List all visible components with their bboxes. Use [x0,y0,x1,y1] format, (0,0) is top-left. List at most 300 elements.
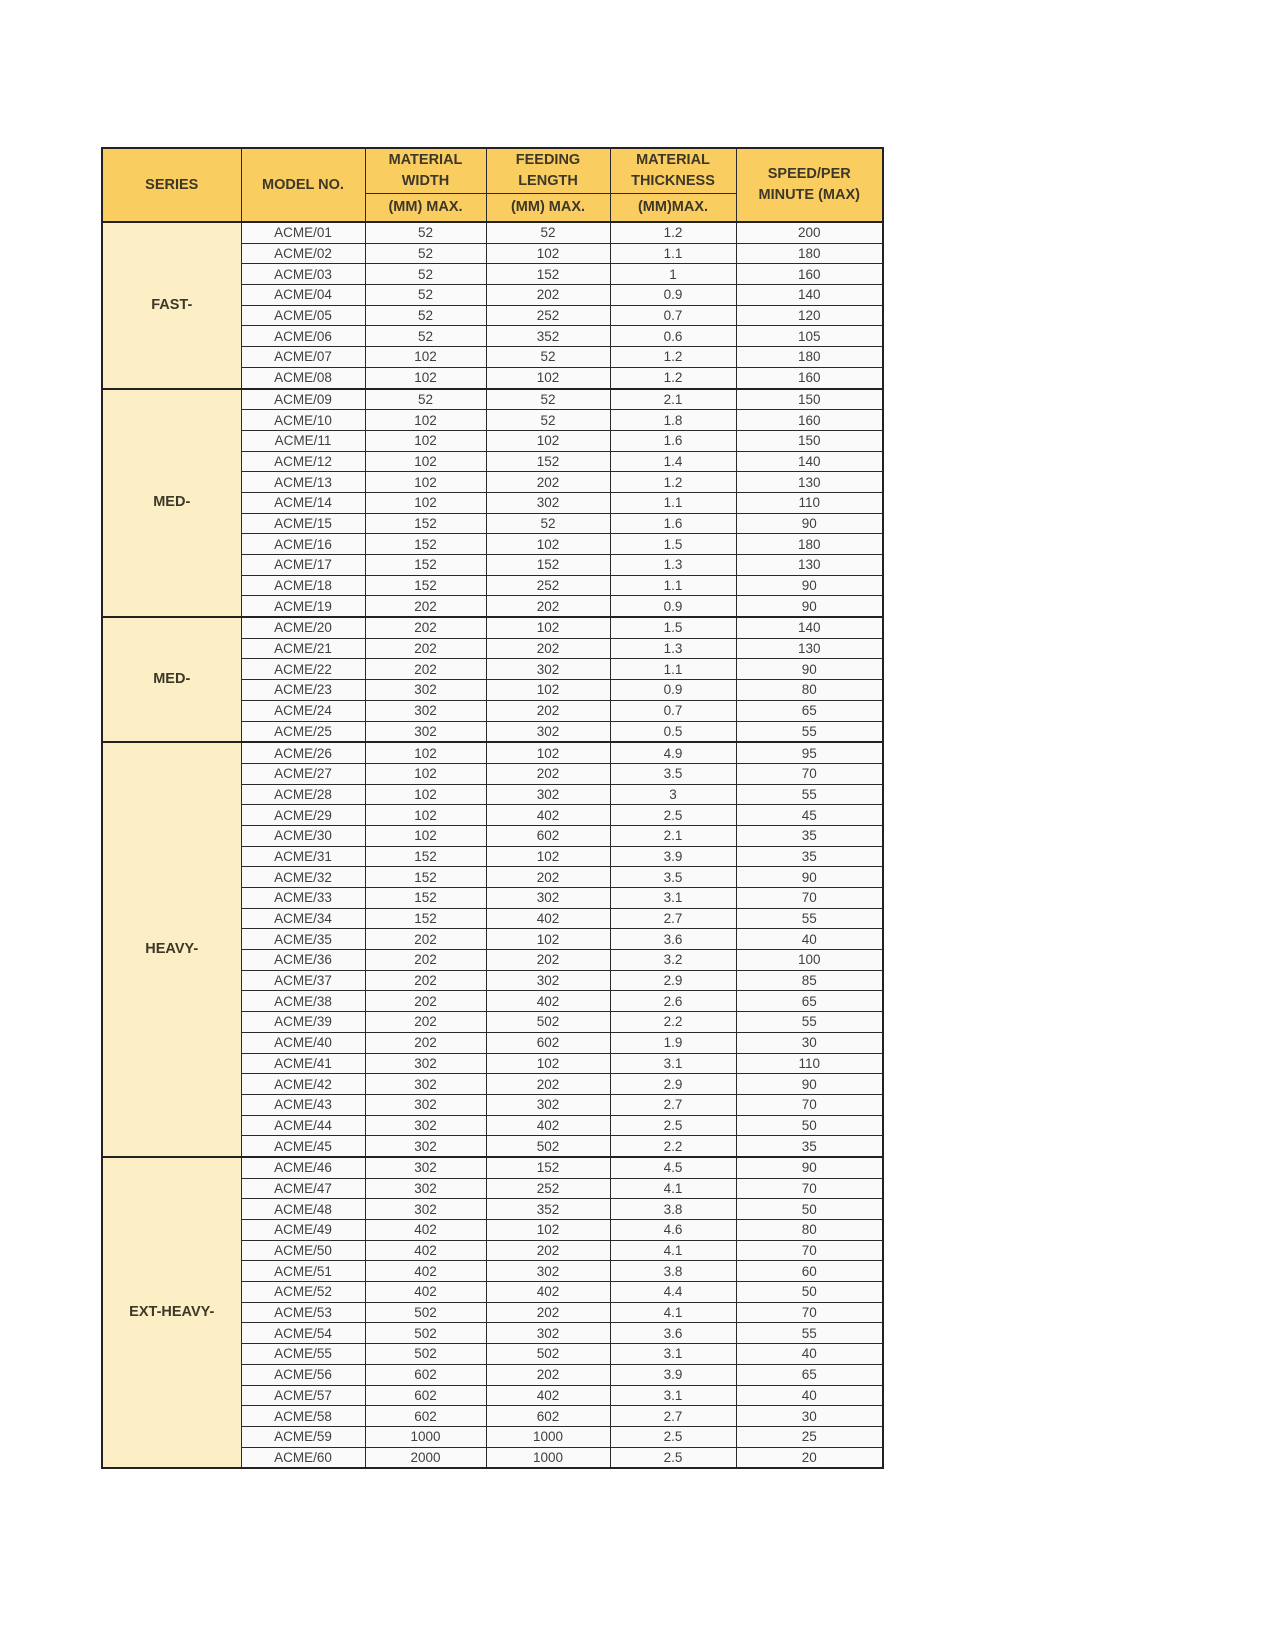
model-cell: ACME/21 [241,638,365,659]
series-cell: FAST- [102,222,241,389]
material-width-cell: 302 [365,721,486,742]
feeding-length-cell: 52 [486,513,610,534]
model-cell: ACME/59 [241,1426,365,1447]
material-thickness-cell: 3.1 [610,1344,736,1365]
speed-cell: 70 [736,1240,883,1261]
speed-cell: 180 [736,347,883,368]
model-cell: ACME/25 [241,721,365,742]
material-width-cell: 152 [365,575,486,596]
feeding-length-cell: 102 [486,846,610,867]
model-cell: ACME/54 [241,1323,365,1344]
model-cell: ACME/23 [241,680,365,701]
material-thickness-cell: 2.9 [610,970,736,991]
speed-cell: 150 [736,389,883,410]
material-width-cell: 102 [365,742,486,763]
speed-cell: 25 [736,1426,883,1447]
material-width-cell: 302 [365,1053,486,1074]
model-cell: ACME/17 [241,555,365,576]
material-thickness-cell: 2.9 [610,1074,736,1095]
material-width-cell: 2000 [365,1447,486,1468]
model-cell: ACME/42 [241,1074,365,1095]
speed-cell: 35 [736,846,883,867]
speed-cell: 65 [736,991,883,1012]
material-width-cell: 202 [365,596,486,617]
speed-cell: 100 [736,950,883,971]
material-width-cell: 102 [365,805,486,826]
speed-cell: 110 [736,492,883,513]
model-cell: ACME/31 [241,846,365,867]
model-cell: ACME/12 [241,451,365,472]
speed-cell: 55 [736,908,883,929]
speed-cell: 55 [736,721,883,742]
material-width-cell: 502 [365,1344,486,1365]
feeding-length-cell: 202 [486,1302,610,1323]
feeding-length-cell: 502 [486,1012,610,1033]
material-thickness-cell: 0.6 [610,326,736,347]
feeding-length-cell: 502 [486,1344,610,1365]
material-width-cell: 202 [365,617,486,638]
feeding-length-cell: 252 [486,1178,610,1199]
material-width-cell: 102 [365,430,486,451]
speed-cell: 160 [736,367,883,388]
model-cell: ACME/49 [241,1220,365,1241]
material-width-cell: 602 [365,1364,486,1385]
material-thickness-cell: 3.5 [610,867,736,888]
feeding-length-cell: 402 [486,1115,610,1136]
feeding-length-cell: 302 [486,888,610,909]
model-cell: ACME/03 [241,264,365,285]
material-width-cell: 402 [365,1282,486,1303]
model-cell: ACME/16 [241,534,365,555]
material-width-cell: 302 [365,1157,486,1178]
speed-cell: 140 [736,617,883,638]
material-width-cell: 152 [365,888,486,909]
material-thickness-cell: 3.8 [610,1261,736,1282]
header-feeding-length [486,148,610,194]
series-cell: HEAVY- [102,742,241,1157]
table-row [102,742,883,763]
feeding-length-cell: 202 [486,1074,610,1095]
material-width-cell: 102 [365,763,486,784]
feeding-length-cell: 302 [486,784,610,805]
material-thickness-cell: 3.6 [610,1323,736,1344]
material-width-cell: 602 [365,1385,486,1406]
feeding-length-cell: 102 [486,742,610,763]
material-width-cell: 202 [365,1032,486,1053]
material-thickness-cell: 1 [610,264,736,285]
speed-cell: 180 [736,243,883,264]
speed-cell: 95 [736,742,883,763]
material-width-cell: 402 [365,1261,486,1282]
material-thickness-cell: 1.2 [610,347,736,368]
feeding-length-cell: 302 [486,1323,610,1344]
model-cell: ACME/60 [241,1447,365,1468]
material-width-cell: 202 [365,659,486,680]
feeding-length-cell: 202 [486,638,610,659]
model-cell: ACME/28 [241,784,365,805]
material-width-cell: 202 [365,970,486,991]
speed-cell: 35 [736,1136,883,1157]
feeding-length-cell: 202 [486,1364,610,1385]
material-thickness-cell: 2.5 [610,1426,736,1447]
model-cell: ACME/08 [241,367,365,388]
speed-cell: 160 [736,264,883,285]
feeding-length-cell: 52 [486,389,610,410]
material-thickness-cell: 3 [610,784,736,805]
model-cell: ACME/05 [241,305,365,326]
feeding-length-cell: 302 [486,970,610,991]
speed-cell: 130 [736,638,883,659]
model-cell: ACME/39 [241,1012,365,1033]
material-width-cell: 502 [365,1302,486,1323]
material-thickness-cell: 1.4 [610,451,736,472]
material-width-cell: 202 [365,638,486,659]
model-cell: ACME/22 [241,659,365,680]
material-thickness-cell: 0.7 [610,305,736,326]
speed-cell: 70 [736,763,883,784]
material-thickness-cell: 1.6 [610,513,736,534]
header-speed [736,148,883,222]
table-row [102,389,883,410]
model-cell: ACME/33 [241,888,365,909]
model-cell: ACME/30 [241,825,365,846]
feeding-length-cell: 402 [486,908,610,929]
material-width-cell: 302 [365,1178,486,1199]
material-thickness-cell: 1.6 [610,430,736,451]
material-width-cell: 152 [365,846,486,867]
header-title-row [102,148,883,194]
material-thickness-cell: 1.2 [610,367,736,388]
speed-cell: 60 [736,1261,883,1282]
material-thickness-cell: 4.6 [610,1220,736,1241]
speed-cell: 90 [736,867,883,888]
material-width-cell: 202 [365,1012,486,1033]
model-cell: ACME/11 [241,430,365,451]
model-cell: ACME/15 [241,513,365,534]
header-material-width-unit: (MM) MAX. [365,194,486,223]
material-thickness-cell: 3.8 [610,1199,736,1220]
speed-cell: 45 [736,805,883,826]
material-width-cell: 52 [365,264,486,285]
material-thickness-cell: 4.1 [610,1178,736,1199]
model-cell: ACME/14 [241,492,365,513]
machine-spec-table [101,147,884,1469]
speed-cell: 55 [736,1323,883,1344]
model-cell: ACME/53 [241,1302,365,1323]
material-thickness-cell: 1.2 [610,222,736,243]
model-cell: ACME/13 [241,472,365,493]
model-cell: ACME/32 [241,867,365,888]
material-thickness-cell: 1.8 [610,410,736,431]
material-thickness-cell: 4.5 [610,1157,736,1178]
speed-cell: 70 [736,1094,883,1115]
material-width-cell: 102 [365,472,486,493]
material-thickness-cell: 2.5 [610,1115,736,1136]
header-material-thickness-line1: MATERIAL [636,152,710,168]
header-speed-line2: MINUTE (MAX) [758,187,860,203]
material-width-cell: 52 [365,305,486,326]
material-width-cell: 302 [365,1115,486,1136]
model-cell: ACME/37 [241,970,365,991]
feeding-length-cell: 302 [486,721,610,742]
speed-cell: 80 [736,1220,883,1241]
material-width-cell: 102 [365,410,486,431]
speed-cell: 50 [736,1282,883,1303]
material-width-cell: 1000 [365,1426,486,1447]
model-cell: ACME/06 [241,326,365,347]
material-thickness-cell: 1.2 [610,472,736,493]
material-thickness-cell: 3.6 [610,929,736,950]
speed-cell: 65 [736,1364,883,1385]
feeding-length-cell: 102 [486,1220,610,1241]
speed-cell: 130 [736,472,883,493]
speed-cell: 40 [736,1385,883,1406]
header-model-no: MODEL NO. [241,148,365,222]
speed-cell: 50 [736,1115,883,1136]
speed-cell: 50 [736,1199,883,1220]
material-width-cell: 102 [365,784,486,805]
material-width-cell: 302 [365,1136,486,1157]
material-thickness-cell: 2.2 [610,1136,736,1157]
speed-cell: 55 [736,784,883,805]
model-cell: ACME/20 [241,617,365,638]
feeding-length-cell: 302 [486,492,610,513]
material-thickness-cell: 2.1 [610,825,736,846]
material-thickness-cell: 1.1 [610,243,736,264]
material-thickness-cell: 3.9 [610,1364,736,1385]
speed-cell: 35 [736,825,883,846]
feeding-length-cell: 502 [486,1136,610,1157]
material-thickness-cell: 2.5 [610,805,736,826]
material-width-cell: 602 [365,1406,486,1427]
feeding-length-cell: 102 [486,430,610,451]
material-thickness-cell: 1.5 [610,534,736,555]
feeding-length-cell: 102 [486,680,610,701]
table-row [102,222,883,243]
speed-cell: 30 [736,1032,883,1053]
material-width-cell: 152 [365,513,486,534]
feeding-length-cell: 252 [486,575,610,596]
model-cell: ACME/07 [241,347,365,368]
feeding-length-cell: 52 [486,222,610,243]
feeding-length-cell: 52 [486,410,610,431]
feeding-length-cell: 202 [486,472,610,493]
speed-cell: 90 [736,513,883,534]
feeding-length-cell: 102 [486,929,610,950]
material-thickness-cell: 2.5 [610,1447,736,1468]
header-material-thickness-line2: THICKNESS [631,173,715,189]
speed-cell: 120 [736,305,883,326]
speed-cell: 70 [736,1178,883,1199]
series-cell: MED- [102,389,241,618]
model-cell: ACME/55 [241,1344,365,1365]
material-width-cell: 102 [365,492,486,513]
model-cell: ACME/27 [241,763,365,784]
material-width-cell: 202 [365,991,486,1012]
material-thickness-cell: 2.2 [610,1012,736,1033]
header-speed-line1: SPEED/PER [767,166,851,182]
feeding-length-cell: 602 [486,1032,610,1053]
feeding-length-cell: 202 [486,867,610,888]
model-cell: ACME/46 [241,1157,365,1178]
material-thickness-cell: 3.1 [610,1053,736,1074]
material-width-cell: 102 [365,347,486,368]
speed-cell: 90 [736,1157,883,1178]
material-width-cell: 102 [365,825,486,846]
material-thickness-cell: 2.7 [610,1406,736,1427]
header-series: SERIES [102,148,241,222]
material-width-cell: 52 [365,389,486,410]
header-material-width-line2: WIDTH [401,173,450,189]
feeding-length-cell: 152 [486,264,610,285]
series-cell: MED- [102,617,241,742]
material-width-cell: 152 [365,534,486,555]
material-thickness-cell: 1.1 [610,659,736,680]
feeding-length-cell: 52 [486,347,610,368]
material-thickness-cell: 1.3 [610,555,736,576]
speed-cell: 80 [736,680,883,701]
model-cell: ACME/41 [241,1053,365,1074]
model-cell: ACME/35 [241,929,365,950]
model-cell: ACME/45 [241,1136,365,1157]
material-thickness-cell: 2.7 [610,908,736,929]
material-width-cell: 52 [365,285,486,306]
feeding-length-cell: 1000 [486,1426,610,1447]
model-cell: ACME/10 [241,410,365,431]
material-thickness-cell: 2.1 [610,389,736,410]
feeding-length-cell: 152 [486,451,610,472]
feeding-length-cell: 402 [486,1385,610,1406]
material-thickness-cell: 3.1 [610,1385,736,1406]
model-cell: ACME/01 [241,222,365,243]
model-cell: ACME/50 [241,1240,365,1261]
material-width-cell: 52 [365,326,486,347]
material-width-cell: 152 [365,908,486,929]
feeding-length-cell: 102 [486,617,610,638]
speed-cell: 40 [736,1344,883,1365]
material-width-cell: 302 [365,1199,486,1220]
material-width-cell: 102 [365,367,486,388]
speed-cell: 90 [736,1074,883,1095]
material-thickness-cell: 4.9 [610,742,736,763]
model-cell: ACME/36 [241,950,365,971]
feeding-length-cell: 102 [486,1053,610,1074]
speed-cell: 160 [736,410,883,431]
material-thickness-cell: 3.1 [610,888,736,909]
material-width-cell: 202 [365,929,486,950]
model-cell: ACME/24 [241,700,365,721]
model-cell: ACME/58 [241,1406,365,1427]
feeding-length-cell: 102 [486,534,610,555]
speed-cell: 90 [736,596,883,617]
feeding-length-cell: 402 [486,805,610,826]
feeding-length-cell: 252 [486,305,610,326]
feeding-length-cell: 202 [486,285,610,306]
table-row [102,1157,883,1178]
model-cell: ACME/29 [241,805,365,826]
feeding-length-cell: 302 [486,1094,610,1115]
feeding-length-cell: 152 [486,555,610,576]
feeding-length-cell: 102 [486,243,610,264]
model-cell: ACME/18 [241,575,365,596]
material-width-cell: 152 [365,867,486,888]
material-thickness-cell: 0.9 [610,680,736,701]
header-feeding-length-line1: FEEDING [515,152,581,168]
model-cell: ACME/02 [241,243,365,264]
feeding-length-cell: 402 [486,991,610,1012]
table-header [102,148,883,222]
model-cell: ACME/47 [241,1178,365,1199]
material-thickness-cell: 0.7 [610,700,736,721]
feeding-length-cell: 152 [486,1157,610,1178]
material-thickness-cell: 4.1 [610,1302,736,1323]
feeding-length-cell: 102 [486,367,610,388]
model-cell: ACME/51 [241,1261,365,1282]
model-cell: ACME/56 [241,1364,365,1385]
speed-cell: 70 [736,888,883,909]
feeding-length-cell: 202 [486,950,610,971]
speed-cell: 140 [736,285,883,306]
model-cell: ACME/34 [241,908,365,929]
speed-cell: 40 [736,929,883,950]
feeding-length-cell: 202 [486,596,610,617]
feeding-length-cell: 202 [486,763,610,784]
feeding-length-cell: 352 [486,1199,610,1220]
model-cell: ACME/57 [241,1385,365,1406]
material-thickness-cell: 0.9 [610,285,736,306]
feeding-length-cell: 1000 [486,1447,610,1468]
material-thickness-cell: 2.7 [610,1094,736,1115]
material-thickness-cell: 1.5 [610,617,736,638]
speed-cell: 85 [736,970,883,991]
feeding-length-cell: 202 [486,1240,610,1261]
material-thickness-cell: 1.1 [610,575,736,596]
speed-cell: 110 [736,1053,883,1074]
header-material-thickness [610,148,736,194]
material-thickness-cell: 1.3 [610,638,736,659]
material-width-cell: 302 [365,1074,486,1095]
speed-cell: 140 [736,451,883,472]
feeding-length-cell: 302 [486,659,610,680]
speed-cell: 30 [736,1406,883,1427]
material-thickness-cell: 1.9 [610,1032,736,1053]
speed-cell: 105 [736,326,883,347]
speed-cell: 65 [736,700,883,721]
material-thickness-cell: 2.6 [610,991,736,1012]
material-width-cell: 402 [365,1240,486,1261]
speed-cell: 20 [736,1447,883,1468]
speed-cell: 90 [736,575,883,596]
material-thickness-cell: 1.1 [610,492,736,513]
feeding-length-cell: 402 [486,1282,610,1303]
model-cell: ACME/40 [241,1032,365,1053]
header-feeding-length-line2: LENGTH [518,173,578,189]
material-thickness-cell: 4.1 [610,1240,736,1261]
header-feeding-length-unit: (MM) MAX. [486,194,610,223]
speed-cell: 130 [736,555,883,576]
model-cell: ACME/04 [241,285,365,306]
table-row [102,617,883,638]
speed-cell: 180 [736,534,883,555]
speed-cell: 70 [736,1302,883,1323]
model-cell: ACME/44 [241,1115,365,1136]
model-cell: ACME/43 [241,1094,365,1115]
material-width-cell: 502 [365,1323,486,1344]
speed-cell: 150 [736,430,883,451]
speed-cell: 90 [736,659,883,680]
model-cell: ACME/19 [241,596,365,617]
model-cell: ACME/52 [241,1282,365,1303]
